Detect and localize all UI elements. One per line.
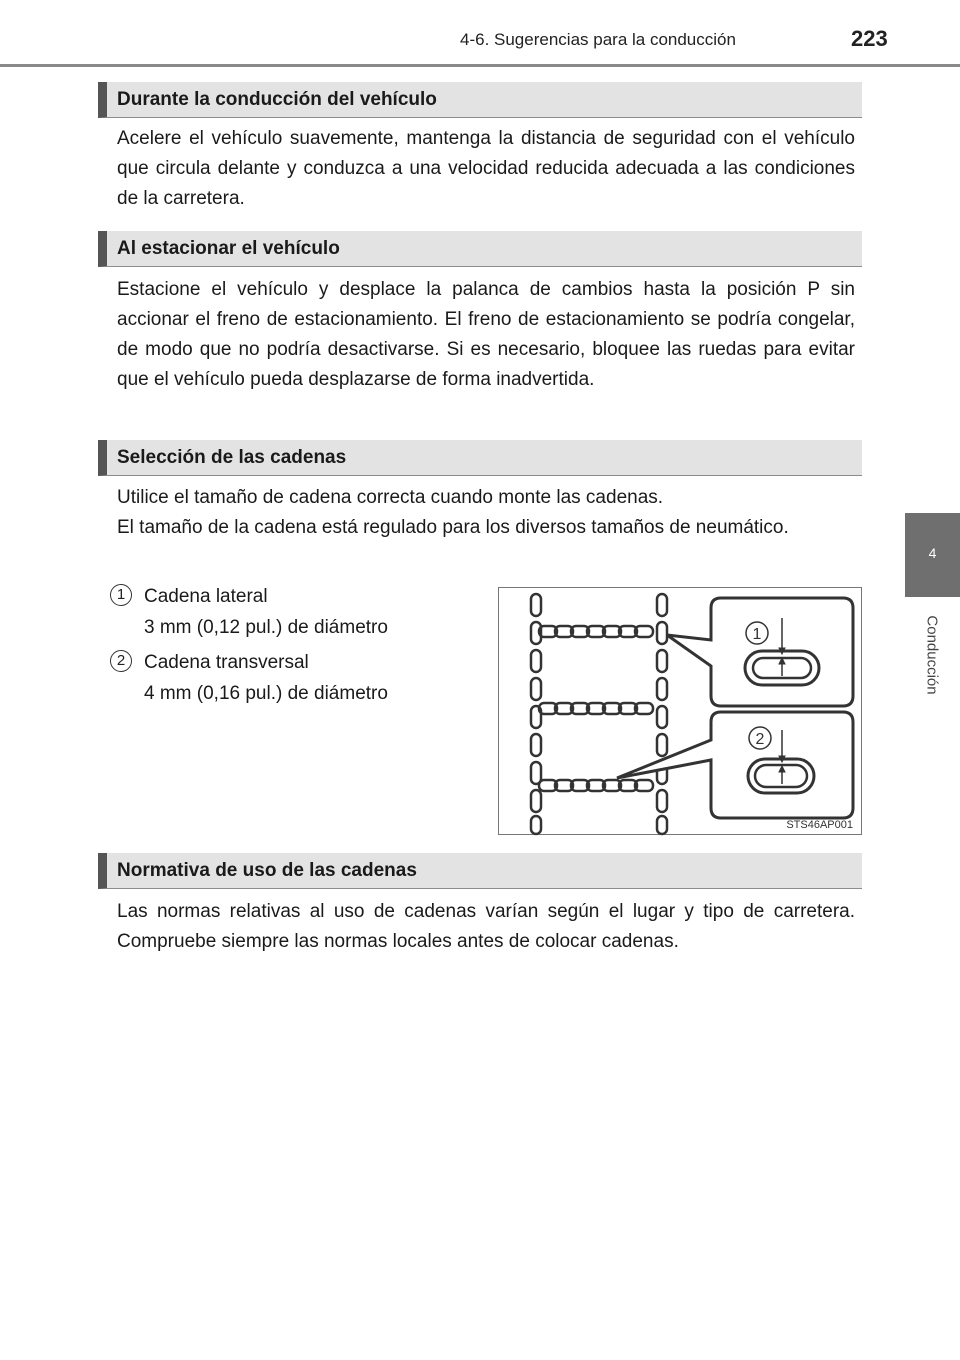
- item-number-badge: 1: [110, 584, 132, 606]
- item-number-badge: 2: [110, 650, 132, 672]
- tire-chain-figure: [498, 587, 862, 835]
- section-heading-parking: [98, 231, 862, 267]
- list-item-side-chain: [144, 581, 388, 643]
- section-heading-text: Durante la conducción del vehículo: [117, 89, 437, 110]
- selection-line-2: El tamaño de la cadena está regulado para los diversos tamaños de neumático.: [117, 517, 789, 538]
- section-heading-regulations: [98, 853, 862, 889]
- callout-box-2: [617, 712, 853, 818]
- page-number: 223: [851, 26, 888, 51]
- chapter-tab: [905, 513, 960, 597]
- item-title: Cadena transversal: [144, 652, 309, 673]
- item-title: Cadena lateral: [144, 586, 268, 607]
- cross-chain-middle: [539, 703, 653, 714]
- chapter-number: 4: [928, 545, 937, 561]
- regulations-paragraph: Las normas relativas al uso de cadenas varían según el lugar y tipo de carretera. Compruebe siempre las normas locales antes de colocar cadenas.: [117, 901, 855, 952]
- section-heading-text: Normativa de uso de las cadenas: [117, 860, 417, 881]
- header-rule: [0, 64, 960, 67]
- callout-label-1: 1: [752, 626, 762, 643]
- cross-chain-bottom: [539, 780, 653, 791]
- parking-paragraph: Estacione el vehículo y desplace la palanca de cambios hasta la posición P sin accionar el freno de estacionamiento. El freno de estacionamiento se podría congelar, de modo que no podría desactivarse. Si es necesario, bloquee las ruedas para evitar que el vehículo pueda desplazarse de forma inadvertida.: [117, 279, 855, 390]
- section-heading-text: Al estacionar el vehículo: [117, 238, 340, 259]
- callout-label-2: 2: [755, 731, 765, 748]
- section-heading-selection: [98, 440, 862, 476]
- figure-code: STS46AP001: [786, 819, 853, 831]
- chapter-label: Conducción: [923, 615, 941, 695]
- item-detail: 3 mm (0,12 pul.) de diámetro: [144, 617, 388, 638]
- list-item-cross-chain: [144, 647, 388, 709]
- selection-line-1: Utilice el tamaño de cadena correcta cuando monte las cadenas.: [117, 487, 664, 508]
- right-side-chain: [657, 594, 667, 834]
- section-heading-driving: [98, 82, 862, 118]
- running-header: 4-6. Sugerencias para la conducción: [460, 30, 736, 49]
- tire-chain-illustration: [499, 588, 863, 836]
- driving-paragraph: Acelere el vehículo suavemente, mantenga la distancia de seguridad con el vehículo que circula delante y conduzca a una velocidad reducida adecuada a las condiciones de la carretera.: [117, 128, 855, 209]
- cross-chain-top: [539, 626, 653, 637]
- item-detail: 4 mm (0,16 pul.) de diámetro: [144, 683, 388, 704]
- section-heading-text: Selección de las cadenas: [117, 447, 347, 468]
